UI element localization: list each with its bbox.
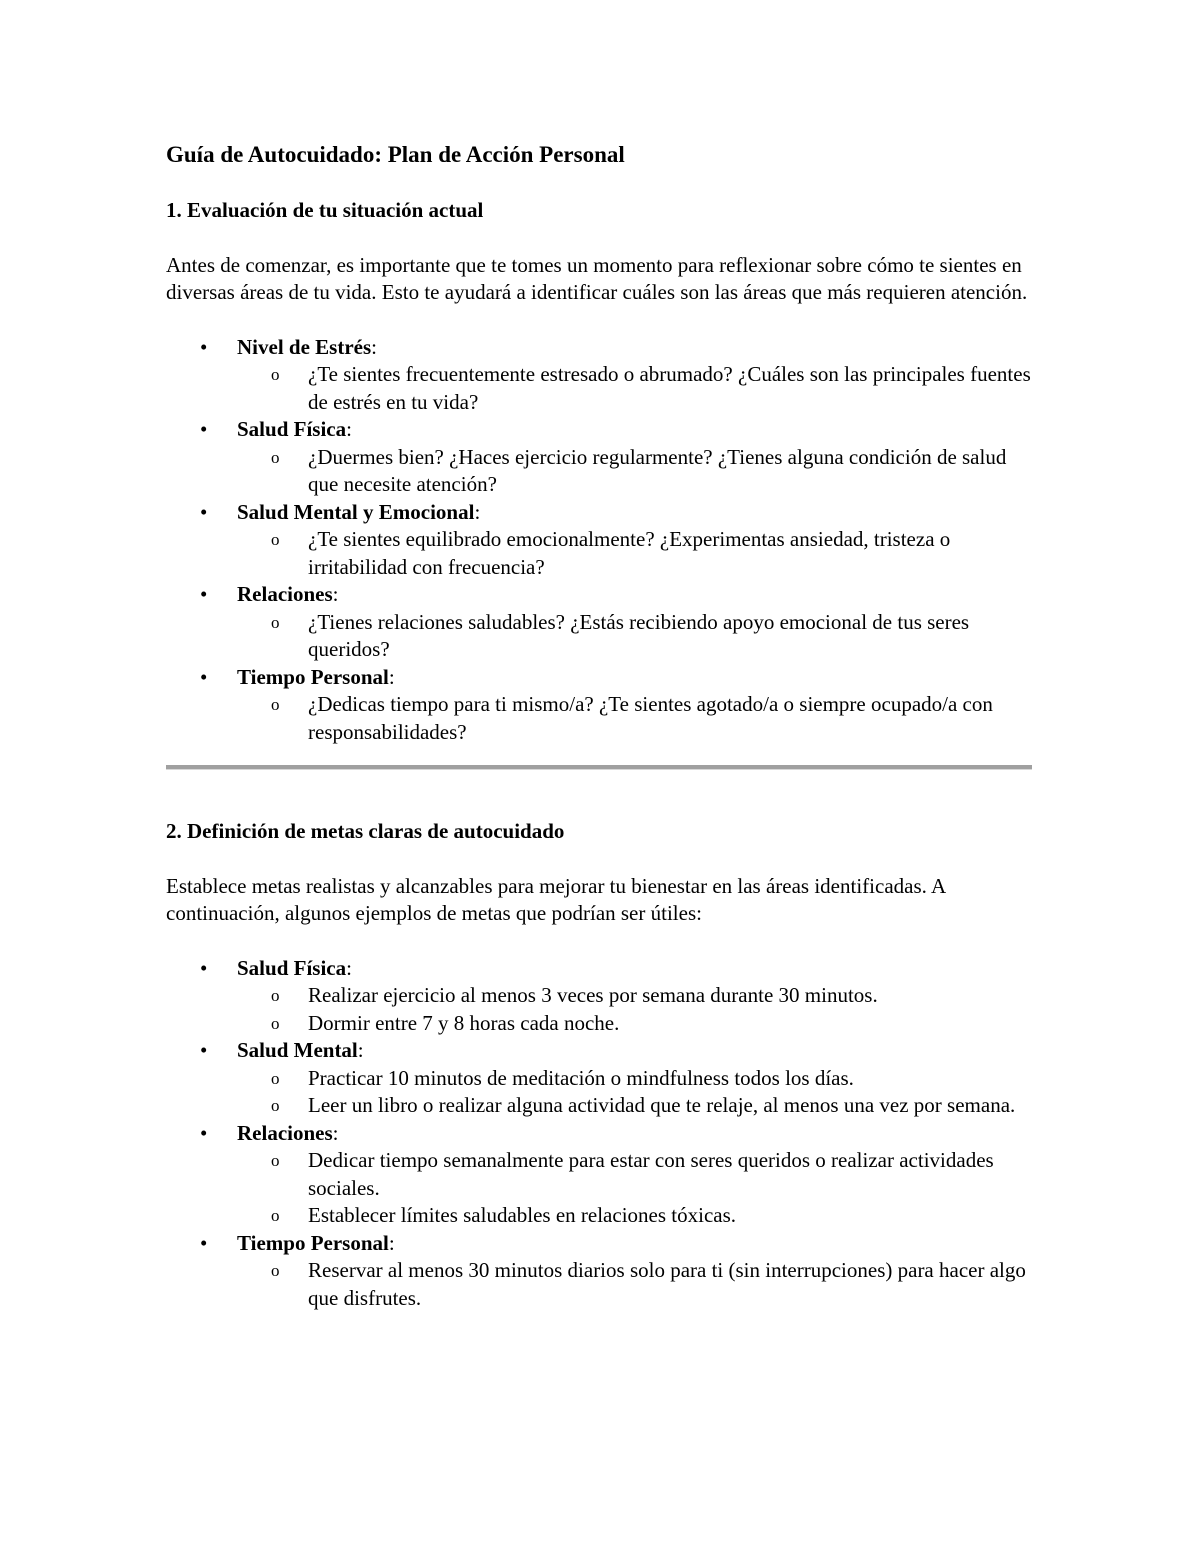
sub-list xyxy=(237,361,1034,416)
bullet-icon: • xyxy=(200,955,208,980)
sub-item-text: Leer un libro o realizar alguna actividad que te relaje, al menos una vez por semana. xyxy=(308,1093,1016,1117)
list-item-title: Salud Física xyxy=(237,955,347,980)
sub-list xyxy=(237,1257,1034,1312)
sub-item-text: Dormir entre 7 y 8 horas cada noche. xyxy=(308,1010,620,1035)
sub-list-item xyxy=(166,444,1034,499)
list-item xyxy=(166,416,1034,499)
bullet-icon: • xyxy=(200,417,208,441)
colon: : xyxy=(388,664,395,689)
sub-bullet-icon: o xyxy=(271,986,280,1005)
sub-bullet-icon: o xyxy=(271,1261,280,1280)
sub-item-text: ¿Duermes bien? ¿Haces ejercicio regularmente? ¿Tienes alguna condición de salud que necesite atención? xyxy=(308,444,1007,496)
sub-list-item xyxy=(166,526,1034,581)
list-item xyxy=(166,581,1034,664)
sub-bullet-icon: o xyxy=(271,1151,280,1170)
list-item-title: Relaciones xyxy=(237,1120,333,1145)
section-2-heading: 2. Definición de metas claras de autocuidado xyxy=(166,819,565,843)
list-item xyxy=(166,1037,1034,1120)
bullet-icon: • xyxy=(200,334,208,359)
list-item xyxy=(166,499,1034,582)
bullet-icon: • xyxy=(200,1120,208,1145)
sub-list-item xyxy=(166,1092,1034,1120)
list-item-title: Relaciones xyxy=(237,582,333,606)
sub-list xyxy=(237,1065,1034,1120)
sub-bullet-icon: o xyxy=(271,612,280,632)
bullet-icon: • xyxy=(200,499,208,524)
list-item-title: Salud Física xyxy=(237,417,347,441)
sub-list-item xyxy=(166,982,1034,1010)
list-item-title: Salud Mental y Emocional xyxy=(237,499,475,524)
sub-bullet-icon: o xyxy=(271,1206,280,1225)
sub-list xyxy=(237,609,1034,664)
sub-item-text: ¿Te sientes frecuentemente estresado o abrumado? ¿Cuáles son las principales fuentes de estrés en tu vida? xyxy=(308,362,1031,414)
sub-list xyxy=(237,982,1034,1037)
section-1-list xyxy=(166,334,1034,747)
document-page xyxy=(166,140,1034,1312)
sub-list xyxy=(237,526,1034,581)
bullet-icon: • xyxy=(200,1230,208,1255)
bullet-icon: • xyxy=(200,664,208,689)
list-item xyxy=(166,334,1034,417)
sub-list-item xyxy=(166,1257,1034,1312)
sub-list xyxy=(237,1147,1034,1230)
sub-list-item xyxy=(166,609,1034,664)
colon: : xyxy=(346,955,352,980)
sub-bullet-icon: o xyxy=(271,365,280,384)
list-item-title: Salud Mental xyxy=(237,1038,358,1062)
sub-list-item xyxy=(166,1202,1034,1230)
sub-item-text: Establecer límites saludables en relaciones tóxicas. xyxy=(308,1203,737,1227)
sub-item-text: ¿Dedicas tiempo para ti mismo/a? ¿Te sientes agotado/a o siempre ocupado/a con responsabilidades? xyxy=(308,692,993,744)
sub-bullet-icon: o xyxy=(271,530,280,549)
colon: : xyxy=(332,582,339,606)
section-1-heading: 1. Evaluación de tu situación actual xyxy=(166,198,484,222)
list-item-title: Tiempo Personal xyxy=(237,1230,389,1255)
sub-item-text: Realizar ejercicio al menos 3 veces por semana durante 30 minutos. xyxy=(308,983,878,1007)
sub-list-item xyxy=(166,1065,1034,1093)
sub-list-item xyxy=(166,361,1034,416)
sub-bullet-icon: o xyxy=(271,1013,280,1033)
bullet-icon: • xyxy=(200,582,208,606)
sub-bullet-icon: o xyxy=(271,1096,280,1115)
sub-bullet-icon: o xyxy=(271,447,280,467)
colon: : xyxy=(346,417,352,441)
list-item xyxy=(166,1120,1034,1230)
sub-item-text: ¿Tienes relaciones saludables? ¿Estás recibiendo apoyo emocional de tus seres queridos? xyxy=(308,609,970,661)
colon: : xyxy=(474,499,481,524)
colon: : xyxy=(371,334,377,359)
colon: : xyxy=(357,1038,364,1062)
sub-list-item xyxy=(166,691,1034,746)
list-item xyxy=(166,955,1034,1038)
colon: : xyxy=(332,1120,339,1145)
section-2-list xyxy=(166,955,1034,1313)
sub-list xyxy=(237,444,1034,499)
sub-item-text: ¿Te sientes equilibrado emocionalmente? ¿Experimentas ansiedad, tristeza o irritabilidad con frecuencia? xyxy=(308,527,951,579)
sub-bullet-icon: o xyxy=(271,1068,280,1088)
list-item-title: Tiempo Personal xyxy=(237,664,389,689)
sub-item-text: Dedicar tiempo semanalmente para estar con seres queridos o realizar actividades sociales. xyxy=(308,1148,994,1200)
sub-list-item xyxy=(166,1147,1034,1202)
sub-item-text: Practicar 10 minutos de meditación o mindfulness todos los días. xyxy=(308,1065,854,1090)
sub-list xyxy=(237,691,1034,746)
list-item xyxy=(166,664,1034,747)
document-title: Guía de Autocuidado: Plan de Acción Personal xyxy=(166,142,625,167)
list-item-title: Nivel de Estrés xyxy=(237,334,372,359)
colon: : xyxy=(388,1230,395,1255)
bullet-icon: • xyxy=(200,1038,208,1062)
section-1-intro: Antes de comenzar, es importante que te tomes un momento para reflexionar sobre cómo te sientes en diversas áreas de tu vida. Esto te ayudará a identificar cuáles son las áreas que más requieren atención. xyxy=(166,252,1028,304)
sub-list-item xyxy=(166,1010,1034,1038)
section-2-intro: Establece metas realistas y alcanzables para mejorar tu bienestar en las áreas identificadas. A continuación, algunos ejemplos de metas que podrían ser útiles: xyxy=(166,873,945,925)
sub-item-text: Reservar al menos 30 minutos diarios solo para ti (sin interrupciones) para hacer algo que disfrutes. xyxy=(308,1258,1026,1310)
sub-bullet-icon: o xyxy=(271,695,280,714)
list-item xyxy=(166,1230,1034,1313)
